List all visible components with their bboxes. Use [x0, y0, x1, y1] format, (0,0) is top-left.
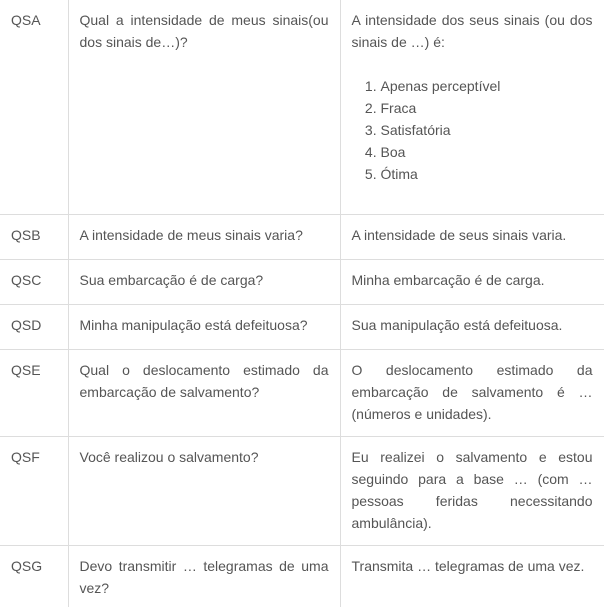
answer-cell: A intensidade de seus sinais varia. [340, 215, 604, 260]
table-row [0, 437, 604, 546]
answer-cell: Sua manipulação está defeituosa. [340, 305, 604, 350]
table-row [0, 260, 604, 305]
table-row [0, 350, 604, 437]
list-item: 2. Fraca [381, 97, 593, 119]
table-row [0, 215, 604, 260]
list-item: 4. Boa [381, 141, 593, 163]
question-cell: Você realizou o salvamento? [68, 437, 340, 546]
question-cell: Qual o deslocamento estimado da embarcação de salvamento? [68, 350, 340, 437]
answer-cell: Transmita … telegramas de uma vez. [340, 546, 604, 607]
q-code-cell: QSA [0, 0, 68, 215]
list-item: 3. Satisfatória [381, 119, 593, 141]
q-code-cell: QSD [0, 305, 68, 350]
question-cell: Minha manipulação está defeituosa? [68, 305, 340, 350]
question-cell: Sua embarcação é de carga? [68, 260, 340, 305]
answer-cell: O deslocamento estimado da embarcação de salvamento é … (números e unidades). [340, 350, 604, 437]
question-cell: A intensidade de meus sinais varia? [68, 215, 340, 260]
signal-options-list [352, 75, 593, 185]
answer-cell: Minha embarcação é de carga. [340, 260, 604, 305]
question-cell: Qual a intensidade de meus sinais(ou dos sinais de…)? [68, 0, 340, 215]
q-code-cell: QSE [0, 350, 68, 437]
answer-cell [340, 0, 604, 215]
table-row [0, 305, 604, 350]
answer-text: A intensidade dos seus sinais (ou dos sinais de …) é: [351, 12, 593, 50]
q-code-cell: QSG [0, 546, 68, 607]
q-code-cell: QSF [0, 437, 68, 546]
q-code-cell: QSB [0, 215, 68, 260]
list-item: 1. Apenas perceptível [381, 75, 593, 97]
list-item: 5. Ótima [381, 163, 593, 185]
question-cell: Devo transmitir … telegramas de uma vez? [68, 546, 340, 607]
table-row [0, 0, 604, 215]
table-row [0, 546, 604, 607]
answer-cell: Eu realizei o salvamento e estou seguindo para a base … (com … pessoas feridas necessitando ambulância). [340, 437, 604, 546]
q-code-cell: QSC [0, 260, 68, 305]
